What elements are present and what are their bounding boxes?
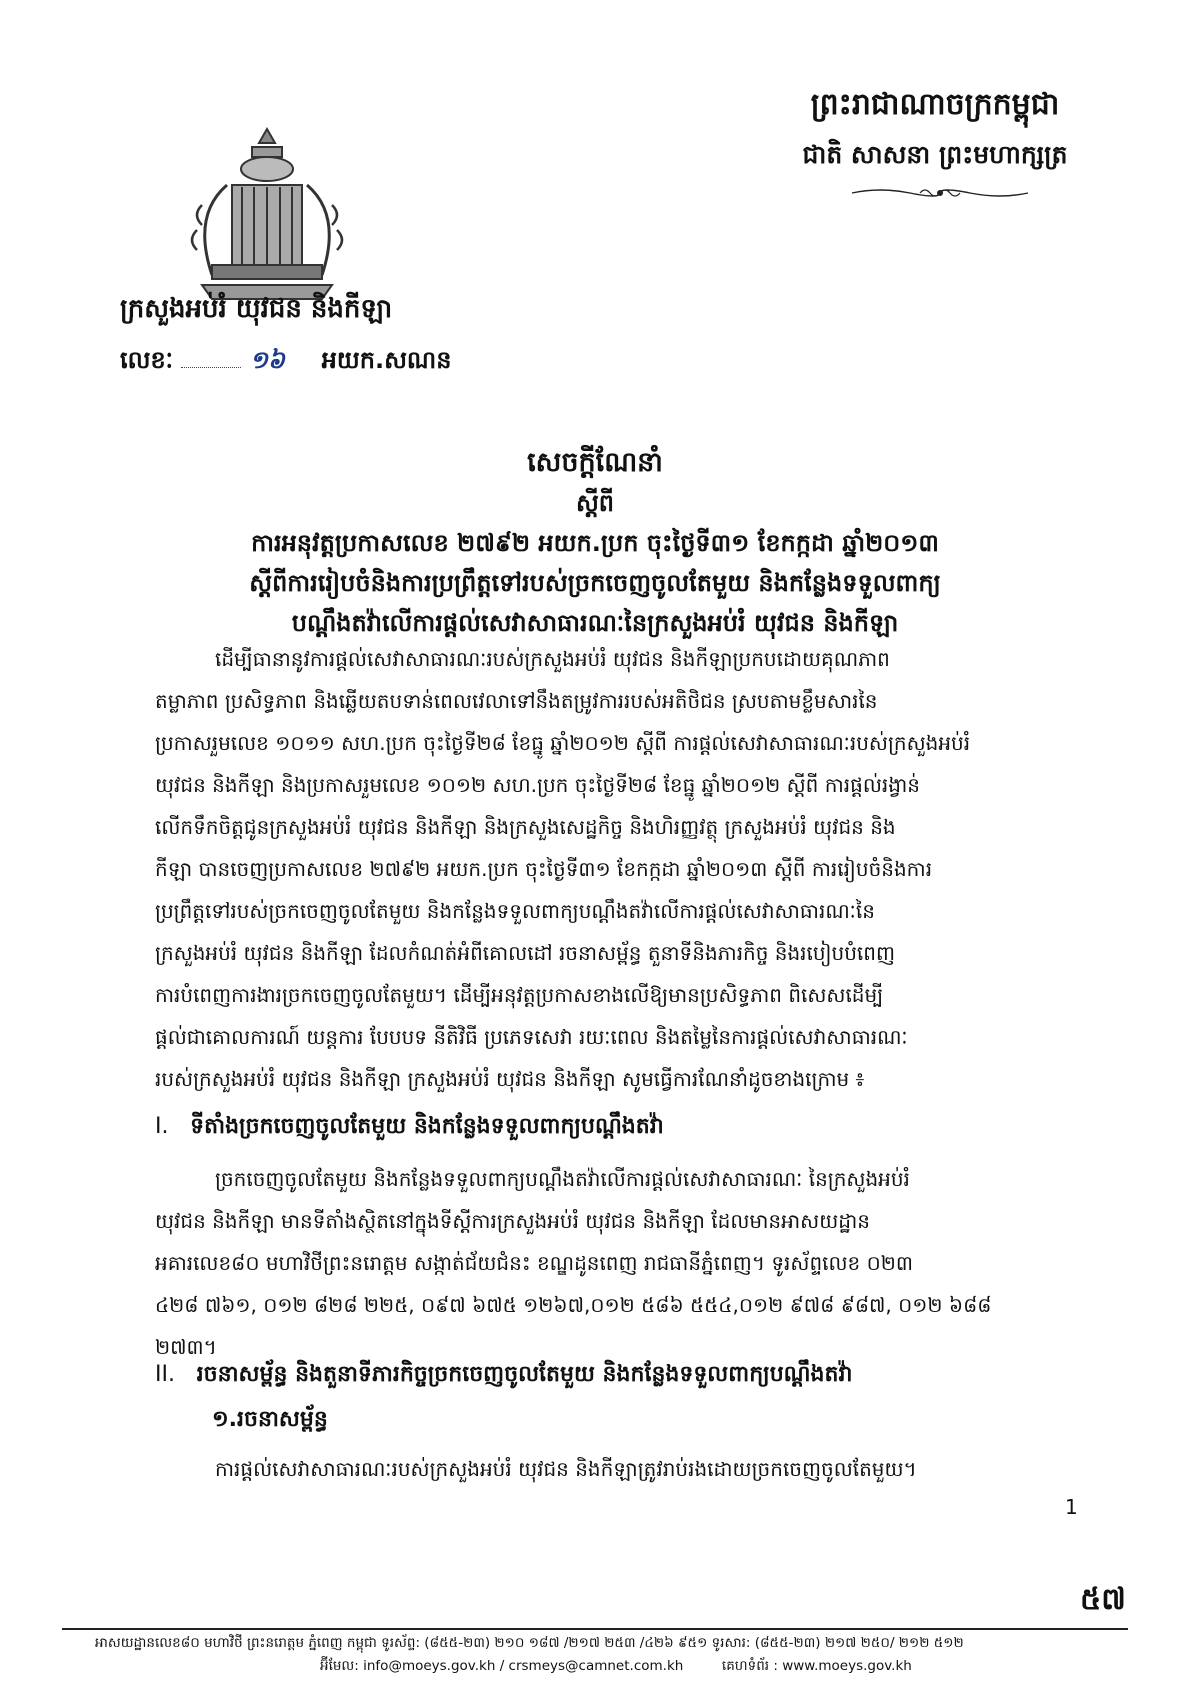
section-2-number: II.: [155, 1362, 175, 1387]
reference-number: ១៦: [249, 346, 285, 374]
reference-label: លេខៈ: [120, 346, 174, 374]
reference-code: អយក.សណន: [321, 346, 452, 374]
section-1-line: ២៧៣។: [155, 1335, 217, 1359]
intro-line: ក្រសួងអប់រំ យុវជន និងកីឡា ដែលកំណត់អំពីគោលដៅ រចនាសម្ព័ន្ធ តួនាទីនិងភារកិច្ច និងរបៀបបំពេញ: [155, 941, 895, 965]
footer-email[interactable]: info@moeys.gov.kh / crsmeys@camnet.com.kh: [363, 1658, 684, 1674]
footer-website[interactable]: www.moeys.gov.kh: [782, 1658, 912, 1674]
intro-line: ប្រព្រឹត្តទៅរបស់ច្រកចេញចូលតែមួយ និងកន្លែងទទួលពាក្យបណ្តឹងតវ៉ាលើការផ្តល់សេវាសាធារណៈនៃ: [155, 899, 875, 923]
section-1-number: I.: [155, 1114, 169, 1139]
footer-website-label: គេហទំព័រ :: [721, 1658, 778, 1674]
footer-rule: [62, 1628, 1128, 1630]
intro-line: ដើម្បីធានានូវការផ្តល់សេវាសាធារណៈរបស់ក្រសួងអប់រំ យុវជន និងកីឡាប្រកបដោយគុណភាព: [215, 647, 890, 671]
section-1-line: យុវជន និងកីឡា មានទីតាំងស្ថិតនៅក្នុងទីស្តីការក្រសួងអប់រំ យុវជន និងកីឡា ដែលមានអាសយដ្ឋាន: [155, 1209, 870, 1233]
intro-line: លើកទឹកចិត្តជូនក្រសួងអប់រំ យុវជន និងកីឡា និងក្រសួងសេដ្ឋកិច្ច និងហិរញ្ញវត្ថុ ក្រសួងអប់រំ យុវជន និង: [155, 815, 896, 839]
intro-line: កីឡា បានចេញប្រកាសលេខ ២៧៩២ អយក.ប្រក ចុះថ្ងៃទី៣១ ខែកក្កដា ឆ្នាំ២០១៣ ស្តីពី ការរៀបចំនិងការ: [155, 857, 933, 881]
page-number: 1: [1065, 1495, 1078, 1519]
intro-line: តម្លាភាព ប្រសិទ្ធភាព និងឆ្លើយតបទាន់ពេលវេលាទៅនឹងតម្រូវការរបស់អតិថិជន ស្របតាមខ្លឹមសារនៃ: [155, 689, 878, 713]
title-line-5: បណ្តឹងតវ៉ាលើការផ្តល់សេវាសាធារណៈនៃក្រសួងអប់រំ យុវជន និងកីឡា: [291, 609, 899, 637]
title-line-2: ស្តីពី: [575, 489, 615, 517]
document-title: [120, 443, 1070, 643]
intro-line: ការបំពេញការងារច្រកចេញចូលតែមួយ។ ដើម្បីអនុវត្តប្រកាសខាងលើឱ្យមានប្រសិទ្ធភាព ពិសេសដើម្បី: [155, 983, 884, 1007]
reference-line: [120, 345, 451, 380]
ministry-name: ក្រសួងអប់រំ យុវជន និងកីឡា: [120, 294, 393, 324]
section-2-title: រចនាសម្ព័ន្ធ និងតួនាទីភារកិច្ចច្រកចេញចូលតែមួយ និងកន្លែងទទួលពាក្យបណ្តឹងតវ៉ា: [196, 1362, 853, 1387]
intro-line: ប្រកាសរួមលេខ ១០១១ សហ.ប្រក ចុះថ្ងៃទី២៨ ខែធ្នូ ឆ្នាំ២០១២ ស្តីពី ការផ្តល់សេវាសាធារណៈរបស់ក្រសួងអប់រំ: [155, 731, 971, 755]
section-1-paragraph: [155, 1158, 1025, 1368]
ornament-divider: [850, 185, 1030, 201]
title-line-4: ស្តីពីការរៀបចំនិងការប្រព្រឹត្តទៅរបស់ច្រកចេញចូលតែមួយ និងកន្លែងទទួលពាក្យ: [249, 569, 941, 597]
title-line-1: សេចក្តីណែនាំ: [527, 447, 663, 478]
section-1-title: ទីតាំងច្រកចេញចូលតែមួយ និងកន្លែងទទួលពាក្យបណ្តឹងតវ៉ា: [190, 1114, 664, 1139]
handwritten-page-mark: ៥៧: [1080, 1582, 1126, 1617]
kingdom-title: ព្រះរាជាណាចក្រកម្ពុជា: [810, 87, 1060, 122]
section-1-line: ៤២៨ ៧៦១, ០១២ ៨២៨ ២២៥, ០៩៧ ៦៧៥ ១២៦៧,០១២ ៥៨៦ ៥៥៤,០១២ ៩៧៨ ៩៨៧, ០១២ ៦៨៨: [155, 1293, 992, 1317]
intro-line: របស់ក្រសួងអប់រំ យុវជន និងកីឡា ក្រសួងអប់រំ យុវជន និងកីឡា សូមធ្វើការណែនាំដូចខាងក្រោម ៖: [155, 1067, 865, 1091]
subsection-1-heading: ១.រចនាសម្ព័ន្ធ: [212, 1407, 328, 1432]
section-1-line: អគារលេខ៨០ មហាវិថីព្រះនរោត្តម សង្កាត់ជ័យជំនះ ខណ្ឌដូនពេញ រាជធានីភ្នំពេញ។ ទូរស័ព្ទលេខ ០២៣: [155, 1251, 913, 1275]
footer-contacts: [320, 1657, 912, 1677]
title-line-3: ការអនុវត្តប្រកាសលេខ ២៧៩២ អយក.ប្រក ចុះថ្ងៃទី៣១ ខែកក្កដា ឆ្នាំ២០១៣: [251, 529, 939, 557]
footer-email-label: អ៊ីមែល:: [320, 1658, 359, 1674]
subsection-1-paragraph: ការផ្តល់សេវាសាធារណៈរបស់ក្រសួងអប់រំ យុវជន និងកីឡាត្រូវរាប់រងដោយច្រកចេញចូលតែមួយ។: [215, 1457, 917, 1481]
intro-line: ផ្តល់ជាគោលការណ៍ យន្តការ បែបបទ នីតិវិធី ប្រភេទសេវា រយៈពេល និងតម្លៃនៃការផ្តល់សេវាសាធារណៈ: [155, 1025, 908, 1049]
section-2-heading: [155, 1360, 852, 1392]
intro-paragraph: [155, 638, 1025, 1100]
national-motto: ជាតិ សាសនា ព្រះមហាក្សត្រ: [802, 140, 1068, 169]
intro-line: យុវជន និងកីឡា និងប្រកាសរួមលេខ ១០១២ សហ.ប្រក ចុះថ្ងៃទី២៨ ខែធ្នូ ឆ្នាំ២០១២ ស្តីពី ការផ្តល់រង្វាន់: [155, 773, 920, 797]
ministry-emblem: [172, 125, 362, 305]
footer-address: អាសយដ្ឋានលេខ៨០ មហាវិថី ព្រះនរោត្តម ភ្នំពេញ កម្ពុជា ទូរស័ព្ទ: (៨៥៥-២៣) ២១០ ១៨៧ /២១៧ ២៥៣ /៤២៦ ៩៥១ ទូរសារ: (៨៥៥-២៣) ២១៧ ២៥០/ ២១២ ៥១២: [95, 1635, 964, 1651]
section-1-line: ច្រកចេញចូលតែមួយ និងកន្លែងទទួលពាក្យបណ្តឹងតវ៉ាលើការផ្តល់សេវាសាធារណៈ នៃក្រសួងអប់រំ: [215, 1167, 910, 1191]
section-1-heading: [155, 1112, 664, 1144]
